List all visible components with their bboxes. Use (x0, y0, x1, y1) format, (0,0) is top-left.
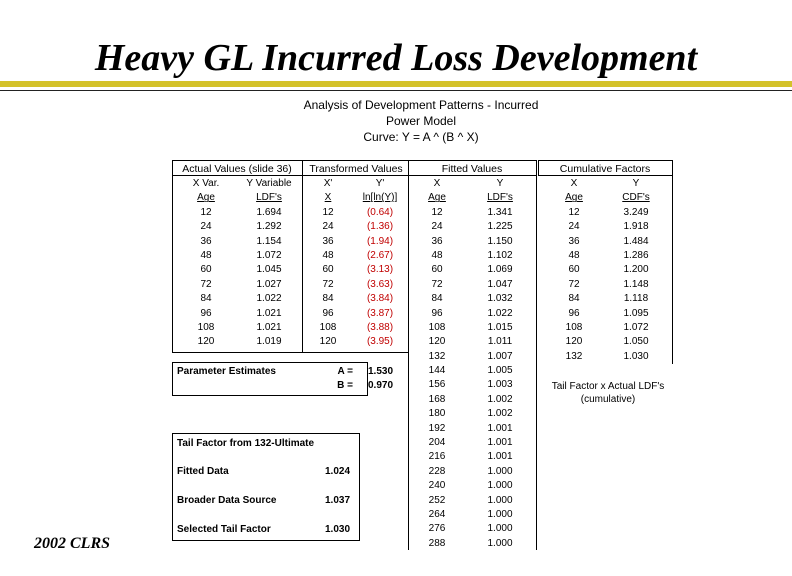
table-cell: 228 (428, 465, 446, 477)
table-cell: 48 (568, 249, 580, 261)
table-cell: 12 (568, 206, 580, 218)
table-cell: 24 (431, 221, 443, 233)
parameter-estimates-label: Parameter Estimates (177, 366, 276, 377)
tail-factor-box (172, 433, 360, 541)
cumulative-cdf-column (604, 177, 668, 364)
table-cell: 1.484 (623, 235, 649, 247)
table-cell: 1.027 (256, 278, 282, 290)
transformed-x-label: X' (323, 178, 333, 189)
table-cell: 1.001 (487, 422, 513, 434)
tail-factor-title: Tail Factor from 132-Ultimate (177, 438, 315, 449)
table-cell: 288 (428, 537, 446, 549)
table-cell: 96 (431, 307, 443, 319)
transformed-y-column (352, 177, 408, 350)
fitted-left-extension (408, 353, 409, 550)
table-cell: 1.001 (487, 451, 513, 463)
table-cell: 3.249 (623, 206, 649, 218)
transformed-y-sub: ln[ln(Y)] (362, 192, 398, 204)
table-cell: 132 (565, 350, 583, 362)
cumulative-y-sub: CDF's (622, 192, 650, 204)
fitted-data-value: 1.024 (325, 466, 351, 477)
table-cell: 24 (322, 221, 334, 233)
actual-values-header: Actual Values (slide 36) (182, 163, 292, 175)
fitted-y-label: Y (496, 178, 504, 189)
table-cell: 1.286 (623, 249, 649, 261)
table-cell: 1.000 (487, 494, 513, 506)
table-cell: 1.154 (256, 235, 282, 247)
analysis-heading (230, 97, 612, 145)
table-cell: 192 (428, 422, 446, 434)
fitted-x-label: X (433, 178, 441, 189)
table-cell: 1.002 (487, 408, 513, 420)
table-cell: 1.292 (256, 221, 282, 233)
table-cell: 1.069 (487, 264, 513, 276)
cumulative-note-line-1: Tail Factor x Actual LDF's (551, 381, 665, 392)
table-cell: 72 (322, 278, 334, 290)
table-cell: 1.095 (623, 307, 649, 319)
table-cell: 1.694 (256, 206, 282, 218)
table-top-border (172, 160, 536, 161)
transformed-values-header: Transformed Values (309, 163, 403, 175)
table-cell: 1.000 (487, 508, 513, 520)
table-cell: (3.95) (366, 336, 394, 348)
table-cell: 120 (428, 336, 446, 348)
table-cell: 1.050 (623, 336, 649, 348)
table-cell: 120 (319, 336, 337, 348)
table-cell: 84 (322, 293, 334, 305)
table-cell: 1.047 (487, 278, 513, 290)
table-cell: 108 (565, 321, 583, 333)
cumulative-y-label: Y (632, 178, 640, 189)
table-cell: 36 (322, 235, 334, 247)
table-cell: 120 (197, 336, 215, 348)
cumulative-factors-header: Cumulative Factors (559, 163, 651, 175)
table-cell: 48 (431, 249, 443, 261)
table-cell: 1.001 (487, 437, 513, 449)
fitted-right-border (536, 160, 537, 550)
param-b-value: 0.970 (368, 380, 394, 391)
actual-age-column (180, 177, 232, 350)
fitted-ldf-column (468, 177, 532, 551)
param-b-label: B = (337, 380, 353, 391)
title-underline-rule (0, 90, 792, 91)
table-cell: 1.007 (487, 350, 513, 362)
table-cell: (2.67) (366, 249, 394, 261)
table-cell: 1.072 (623, 321, 649, 333)
actual-x-sub: Age (197, 192, 215, 204)
fitted-data-label: Fitted Data (177, 466, 229, 477)
cumulative-age-column (550, 177, 598, 364)
table-cell: 1.148 (623, 278, 649, 290)
transformed-right-border (408, 160, 409, 353)
table-cell: 84 (200, 293, 212, 305)
table-cell: 264 (428, 508, 446, 520)
fitted-x-sub: Age (428, 192, 446, 204)
table-cell: (3.88) (366, 321, 394, 333)
table-cell: 1.225 (487, 221, 513, 233)
table-cell: 1.000 (487, 537, 513, 549)
table-cell: 48 (322, 249, 334, 261)
broader-data-value: 1.037 (325, 495, 351, 506)
table-cell: 12 (322, 206, 334, 218)
table-cell: 60 (322, 264, 334, 276)
table-cell: 72 (431, 278, 443, 290)
table-cell: 1.118 (623, 293, 649, 305)
table-cell: (0.64) (366, 206, 394, 218)
table-cell: 1.000 (487, 465, 513, 477)
table-cell: 36 (200, 235, 212, 247)
table-cell: 1.000 (487, 480, 513, 492)
cumulative-x-sub: Age (565, 192, 583, 204)
table-cell: 204 (428, 437, 446, 449)
cumulative-note-line-2: (cumulative) (580, 394, 636, 405)
table-cell: 180 (428, 408, 446, 420)
table-cell: 108 (428, 321, 446, 333)
actual-y-label: Y Variable (246, 178, 292, 189)
table-cell: 60 (200, 264, 212, 276)
table-cell: 96 (200, 307, 212, 319)
table-cell: 24 (568, 221, 580, 233)
table-cell: 1.003 (487, 379, 513, 391)
table-cell: 1.021 (256, 321, 282, 333)
selected-tail-value: 1.030 (325, 524, 351, 535)
heading-line-1: Analysis of Development Patterns - Incurred (303, 98, 539, 112)
table-cell: 1.200 (623, 264, 649, 276)
cumulative-x-label: X (570, 178, 578, 189)
footer-text: 2002 CLRS (34, 535, 111, 552)
table-cell: 1.022 (256, 293, 282, 305)
table-cell: 36 (431, 235, 443, 247)
table-cell: 1.022 (487, 307, 513, 319)
cumulative-right-border (672, 160, 673, 364)
table-cell: 1.002 (487, 393, 513, 405)
table-cell: (3.13) (366, 264, 394, 276)
table-cell: 12 (200, 206, 212, 218)
transformed-x-sub: X (324, 192, 332, 204)
table-cell: (3.84) (366, 293, 394, 305)
table-left-border (172, 160, 173, 353)
title-underline-bar (0, 81, 792, 87)
table-cell: 168 (428, 393, 446, 405)
cumulative-top-border (538, 160, 672, 161)
table-cell: 108 (319, 321, 337, 333)
transformed-y-label: Y' (375, 178, 385, 189)
table-cell: 1.341 (487, 206, 513, 218)
parameter-estimates-box (172, 362, 368, 396)
table-cell: 252 (428, 494, 446, 506)
table-cell: 1.030 (623, 350, 649, 362)
table-cell: 84 (568, 293, 580, 305)
table-cell: 72 (568, 278, 580, 290)
table-cell: 96 (568, 307, 580, 319)
table-cell: 60 (568, 264, 580, 276)
cumulative-note (538, 380, 678, 406)
table-cell: 132 (428, 350, 446, 362)
actual-bottom-border (172, 352, 409, 353)
param-a-value: 1.530 (368, 366, 394, 377)
table-cell: (1.36) (366, 221, 394, 233)
table-cell: (3.63) (366, 278, 394, 290)
table-cell: 1.150 (487, 235, 513, 247)
table-cell: 144 (428, 365, 446, 377)
table-cell: 1.021 (256, 307, 282, 319)
transformed-x-column (306, 177, 350, 350)
table-cell: 1.011 (487, 336, 513, 348)
table-cell: 1.918 (623, 221, 649, 233)
actual-x-label: X Var. (192, 178, 220, 189)
table-cell: 24 (200, 221, 212, 233)
table-cell: 1.032 (487, 293, 513, 305)
table-cell: 240 (428, 480, 446, 492)
param-a-label: A = (337, 366, 353, 377)
table-cell: 1.102 (487, 249, 513, 261)
table-cell: 120 (565, 336, 583, 348)
selected-tail-label: Selected Tail Factor (177, 524, 271, 535)
table-cell: 216 (428, 451, 446, 463)
fitted-y-sub: LDF's (487, 192, 513, 204)
table-cell: 1.005 (487, 365, 513, 377)
table-cell: (3.87) (366, 307, 394, 319)
heading-line-2: Power Model (385, 114, 457, 128)
table-cell: (1.94) (366, 235, 394, 247)
table-cell: 276 (428, 523, 446, 535)
table-cell: 1.045 (256, 264, 282, 276)
table-cell: 1.015 (487, 321, 513, 333)
slide-title: Heavy GL Incurred Loss Development (94, 37, 698, 79)
actual-right-border (302, 160, 303, 353)
heading-line-3: Curve: Y = A ^ (B ^ X) (363, 130, 479, 144)
table-cell: 108 (197, 321, 215, 333)
table-cell: 48 (200, 249, 212, 261)
actual-y-sub: LDF's (256, 192, 282, 204)
table-cell: 60 (431, 264, 443, 276)
fitted-values-header: Fitted Values (441, 163, 503, 175)
table-cell: 84 (431, 293, 443, 305)
cumulative-left-border (538, 160, 539, 176)
table-cell: 36 (568, 235, 580, 247)
fitted-age-column (414, 177, 460, 551)
table-cell: 12 (431, 206, 443, 218)
actual-ldf-column (236, 177, 302, 350)
table-cell: 96 (322, 307, 334, 319)
table-cell: 1.072 (256, 249, 282, 261)
table-cell: 72 (200, 278, 212, 290)
table-cell: 1.019 (256, 336, 282, 348)
broader-data-label: Broader Data Source (177, 495, 277, 506)
table-cell: 156 (428, 379, 446, 391)
table-cell: 1.000 (487, 523, 513, 535)
